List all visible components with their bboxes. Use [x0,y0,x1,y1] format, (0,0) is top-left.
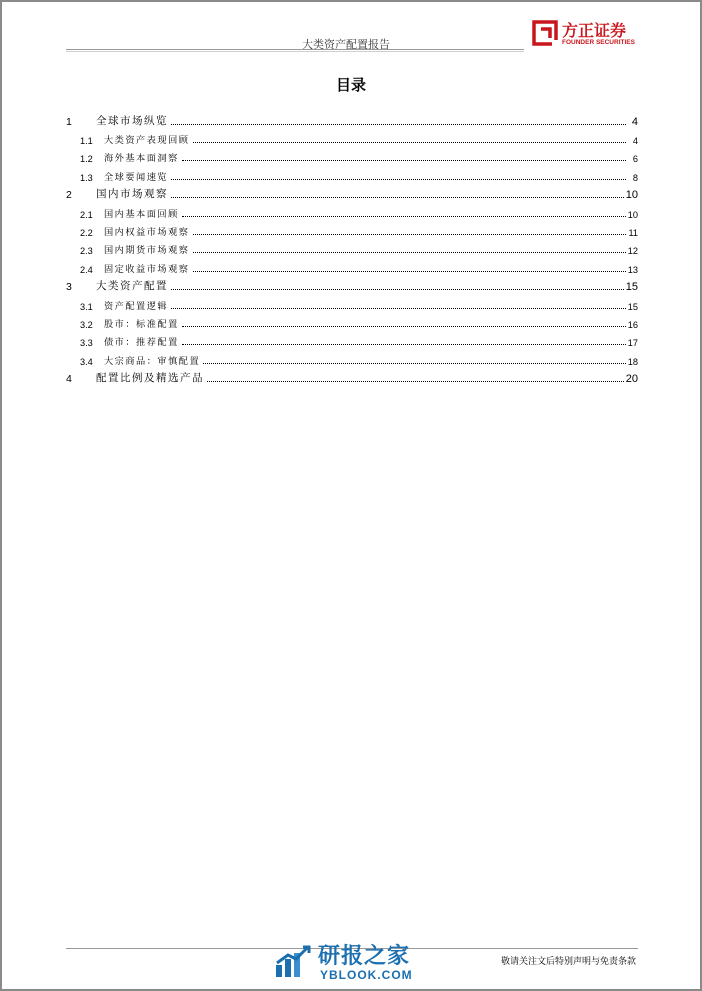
watermark-text-en: YBLOOK.COM [320,968,413,982]
watermark [274,937,434,987]
toc-entry[interactable] [66,128,638,146]
toc-entry[interactable] [66,367,638,386]
toc-number: 3 [66,281,72,294]
toc-leader [171,308,626,309]
toc-label: 配置比例及精选产品 [96,372,204,385]
toc-leader [182,160,626,161]
toc-leader [203,363,626,364]
toc-label: 大类资产配置 [96,280,168,293]
toc-leader [193,234,627,235]
toc-entry[interactable] [66,330,638,348]
toc-page: 18 [627,356,638,367]
toc-leader [182,326,626,327]
toc-title: 目录 [335,76,366,94]
toc-entry[interactable] [66,183,638,202]
logo-text-en: FOUNDER SECURITIES [562,39,635,46]
toc-number: 1.1 [80,136,93,147]
toc-entry[interactable] [66,238,638,256]
toc-label: 全球要闻速览 [104,171,169,183]
header-rule [66,49,524,50]
toc-page: 13 [627,264,638,275]
toc-entry[interactable] [66,275,638,294]
logo-text-cn: 方正证券 [562,21,627,40]
toc-leader [193,271,626,272]
toc-number: 1.2 [80,154,93,165]
toc-label: 国内权益市场观察 [104,227,190,239]
toc-label: 大类资产表现回顾 [104,135,190,147]
disclaimer-note: 敬请关注文后特别声明与免责条款 [500,957,636,967]
toc-entry[interactable] [66,220,638,238]
toc-page: 10 [625,189,638,202]
toc-page: 4 [631,115,638,128]
toc-number: 1.3 [80,172,93,183]
toc-number: 3.1 [80,301,93,312]
toc-label: 全球市场纵览 [96,114,168,127]
header-rule-secondary [66,51,524,52]
toc-number: 4 [66,373,72,386]
header-title: 大类资产配置报告 [302,38,390,51]
toc-number: 2.1 [80,209,93,220]
founder-securities-logo [532,18,642,50]
toc-leader [182,344,626,345]
founder-logo-icon [532,20,558,46]
toc-page: 17 [627,338,638,349]
toc-leader [182,216,626,217]
toc-label: 资产配置逻辑 [104,300,169,312]
toc-number: 3.2 [80,320,93,331]
toc-page: 15 [627,301,638,312]
toc-entry[interactable] [66,348,638,366]
watermark-text-cn: 研报之家 [318,944,411,969]
toc-page: 15 [625,281,638,294]
toc-leader [207,381,624,382]
document-page [2,2,700,989]
toc-label: 国内基本面回顾 [104,208,179,220]
toc-label: 国内期货市场观察 [104,245,190,257]
toc-entry[interactable] [66,109,638,128]
toc-entry[interactable] [66,164,638,182]
bar-chart-icon [274,943,312,979]
toc-page: 6 [632,154,638,165]
toc-page: 12 [627,246,638,257]
toc-number: 2.4 [80,264,93,275]
toc-leader [171,124,626,125]
toc-leader [171,197,624,198]
toc-number: 3.4 [80,356,93,367]
toc-label: 债市：推荐配置 [104,337,179,349]
toc-entry[interactable] [66,312,638,330]
toc-page: 10 [627,209,638,220]
toc-label: 国内市场观察 [96,188,168,201]
table-of-contents [66,109,638,385]
toc-entry[interactable] [66,293,638,311]
toc-page: 4 [632,136,638,147]
toc-label: 固定收益市场观察 [104,263,190,275]
toc-page: 20 [625,373,638,386]
toc-leader [193,142,627,143]
toc-number: 3.3 [80,338,93,349]
toc-leader [171,179,626,180]
toc-entry[interactable] [66,201,638,219]
toc-label: 海外基本面洞察 [104,153,179,165]
toc-label: 大宗商品：审慎配置 [104,355,201,367]
toc-entry[interactable] [66,146,638,164]
toc-page: 11 [628,228,638,239]
toc-number: 2.3 [80,246,93,257]
toc-number: 1 [66,115,72,128]
toc-page: 8 [632,172,638,183]
toc-number: 2 [66,189,72,202]
toc-entry[interactable] [66,256,638,274]
toc-number: 2.2 [80,228,93,239]
toc-page: 16 [627,320,638,331]
toc-leader [171,289,624,290]
toc-label: 股市：标准配置 [104,319,179,331]
toc-leader [193,252,626,253]
